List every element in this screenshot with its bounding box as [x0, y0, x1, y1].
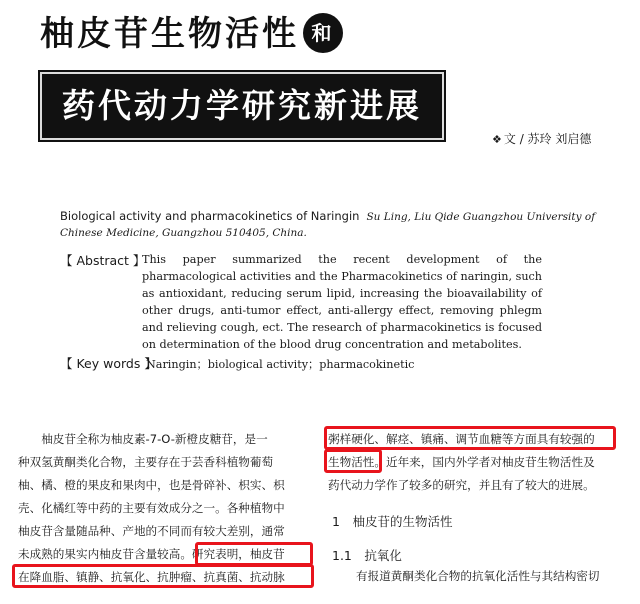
highlight-box — [12, 564, 314, 588]
keywords-text: Naringin；biological activity；pharmacokinetic — [146, 358, 415, 371]
abstract-label: 【 Abstract 】 — [60, 253, 146, 268]
section-body-line: 有报道黄酮类化合物的抗氧化活性与其结构密切 — [356, 569, 600, 583]
english-title-main: Biological activity and pharmacokinetics of Naringin — [60, 209, 360, 223]
section-heading-1: 1 柚皮苷的生物活性 — [332, 514, 453, 529]
english-title — [60, 208, 600, 241]
body-line: 柚、橘、橙的果皮和果肉中，也是骨碎补、枳实、枳 — [18, 478, 285, 492]
body-line: 壳、化橘红等中药的主要有效成分之一。各种植物中 — [18, 501, 285, 515]
title-main: 柚皮苷生物活性 — [40, 14, 299, 54]
byline — [492, 130, 591, 147]
body-line: 未成熟的果实内柚皮苷含量较高。研究表明，柚皮苷 — [18, 547, 285, 561]
body-line: 柚皮苷含量随品种、产地的不同而有较大差别，通常 — [18, 524, 285, 538]
body-line: 种双氢黄酮类化合物，主要存在于芸香科植物葡萄 — [18, 455, 274, 469]
body-line: 生物活性。近年来，国内外学者对柚皮苷生物活性及 — [328, 455, 595, 469]
keywords-label: 【 Key words 】 — [60, 356, 157, 371]
highlight-box — [324, 449, 382, 473]
body-line: 粥样硬化、解痉、镇痛、调节血糖等方面具有较强的 — [328, 432, 595, 446]
body-line: 药代动力学作了较多的研究，并且有了较大的进展。 — [328, 478, 595, 492]
article-title-banner — [40, 72, 444, 140]
english-affiliation: Su Ling, Liu Qide Guangzhou University of Chinese Medicine, Guangzhou 510405, China. — [60, 211, 596, 239]
highlight-box — [195, 542, 313, 566]
author-names: 文 / 苏玲 刘启德 — [503, 132, 592, 146]
section-heading-1-1: 1.1 抗氧化 — [332, 548, 402, 563]
body-line: 在降血脂、镇静、抗氧化、抗肿瘤、抗真菌、抗动脉 — [18, 570, 285, 584]
abstract-text: This paper summarized the recent development of the pharmacological activities and the Pharmacokinetics of naringin, such as antioxidant, reducing serum lipid, increasing the bioavailability of other drugs, anti-tumor effect, anti-allergy effect, removing phlegm and relieving cough, ect. The research of pharmacokinetics is focused on determination of the blood drug concentration and metabolites. — [142, 253, 542, 351]
body-line: 柚皮苷全称为柚皮素-7-O-新橙皮糖苷，是一 — [18, 432, 268, 446]
title-connector-badge: 和 — [303, 13, 343, 53]
title-line2: 药代动力学研究新进展 — [62, 86, 422, 125]
diamond-icon: ❖ — [492, 133, 502, 146]
article-title-line1 — [40, 6, 343, 56]
highlight-box — [324, 426, 616, 450]
